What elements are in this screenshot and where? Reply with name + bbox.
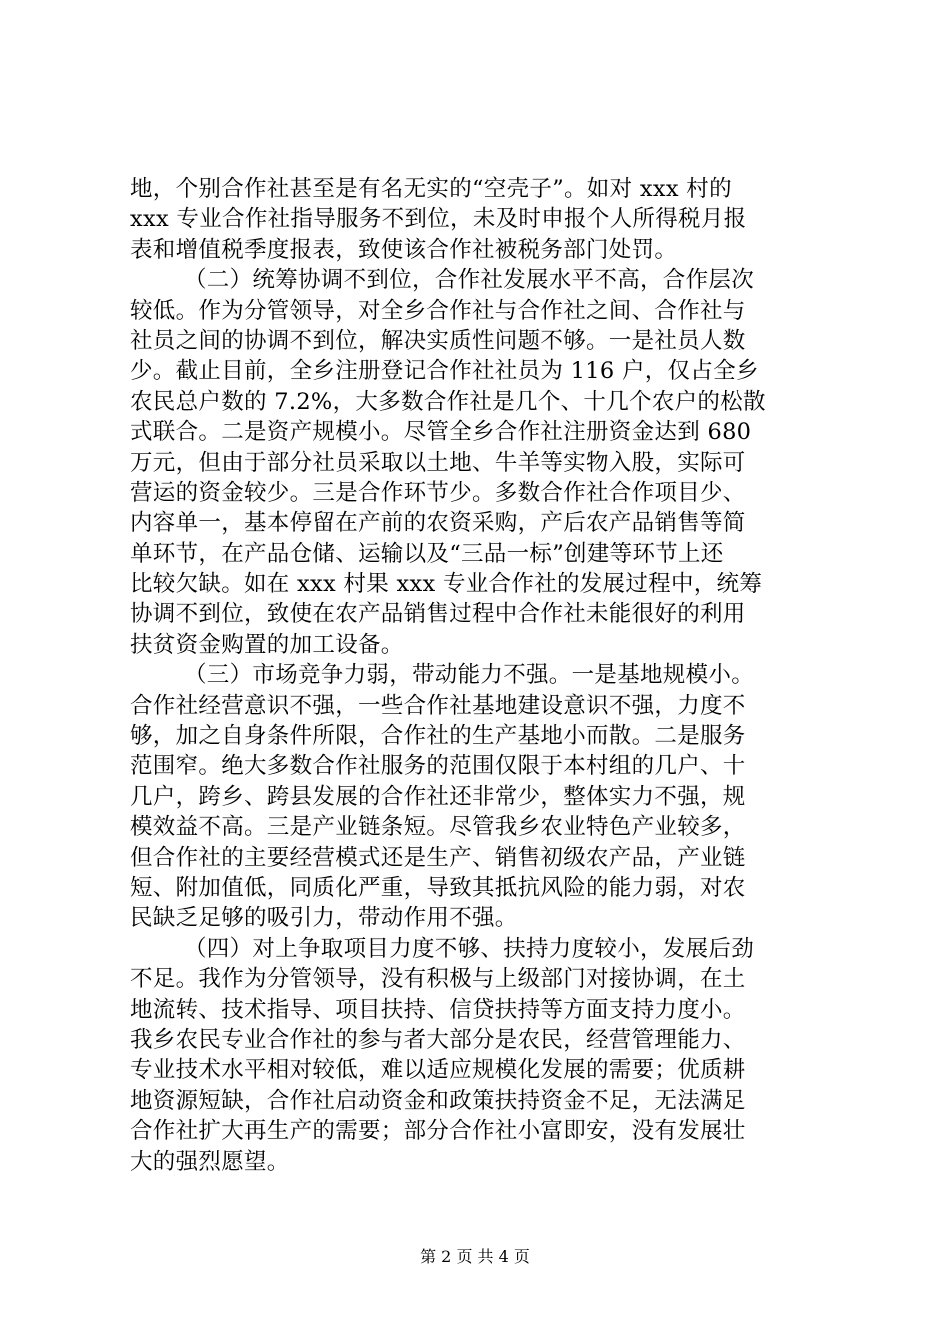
paragraph-line: 民缺乏足够的吸引力，带动作用不强。	[130, 905, 518, 932]
paragraph-line: 合作社经营意识不强，一些合作社基地建设意识不强，力度不	[130, 692, 746, 719]
document-body	[130, 174, 830, 1177]
paragraph-line: 地，个别合作社甚至是有名无实的“空壳子”。如对 xxx 村的	[130, 176, 732, 202]
paragraph-line: 我乡农民专业合作社的参与者大部分是农民，经营管理能力、	[130, 1026, 746, 1053]
paragraph-line: 社员之间的协调不到位，解决实质性问题不够。一是社员人数	[130, 327, 746, 354]
paragraph-line: 专业技术水平相对较低，难以适应规模化发展的需要；优质耕	[130, 1057, 746, 1084]
paragraph-line: 较低。作为分管领导，对全乡合作社与合作社之间、合作社与	[130, 297, 746, 324]
paragraph-line: 不足。我作为分管领导，没有积极与上级部门对接协调，在土	[130, 966, 746, 993]
paragraph-line: 够，加之自身条件所限，合作社的生产基地小而散。二是服务	[130, 723, 746, 750]
paragraph-line: 但合作社的主要经营模式还是生产、销售初级农产品，产业链	[130, 844, 746, 871]
paragraph-line: 营运的资金较少。三是合作环节少。多数合作社合作项目少、	[130, 479, 746, 506]
paragraph-line: 内容单一，基本停留在产前的农资采购，产后农产品销售等简	[130, 510, 746, 537]
paragraph-first-line: （四）对上争取项目力度不够、扶持力度较小，发展后劲	[184, 935, 755, 962]
page-number-footer: 第 2 页 共 4 页	[420, 1247, 530, 1266]
paragraph-line: 合作社扩大再生产的需要；部分合作社小富即安，没有发展壮	[130, 1118, 746, 1145]
paragraph-line: 扶贫资金购置的加工设备。	[130, 631, 404, 658]
paragraph-line: 比较欠缺。如在 xxx 村果 xxx 专业合作社的发展过程中，统筹	[130, 571, 763, 598]
paragraph-line: 协调不到位，致使在农产品销售过程中合作社未能很好的利用	[130, 601, 746, 628]
paragraph-line: 表和增值税季度报表，致使该合作社被税务部门处罚。	[130, 236, 678, 263]
paragraph-first-line: （三）市场竞争力弱，带动能力不强。一是基地规模小。	[184, 662, 755, 689]
paragraph-line: 短、附加值低，同质化严重，导致其抵抗风险的能力弱，对农	[130, 874, 746, 901]
paragraph-first-line: （二）统筹协调不到位，合作社发展水平不高，合作层次	[184, 267, 755, 294]
paragraph-line: 范围窄。绝大多数合作社服务的范围仅限于本村组的几户、十	[130, 753, 746, 780]
paragraph-line: 农民总户数的 7.2%，大多数合作社是几个、十几个农户的松散	[130, 388, 766, 415]
paragraph-line: 式联合。二是资产规模小。尽管全乡合作社注册资金达到 680	[130, 419, 752, 446]
paragraph-line: 几户，跨乡、跨县发展的合作社还非常少，整体实力不强，规	[130, 783, 746, 810]
paragraph-line: 地资源短缺，合作社启动资金和政策扶持资金不足，无法满足	[130, 1087, 746, 1114]
paragraph-line: 大的强烈愿望。	[130, 1148, 290, 1175]
paragraph-line: 地流转、技术指导、项目扶持、信贷扶持等方面支持力度小。	[130, 996, 746, 1023]
paragraph-line: 少。截止目前，全乡注册登记合作社社员为 116 户，仅占全乡	[130, 358, 759, 385]
paragraph-line: xxx 专业合作社指导服务不到位，未及时申报个人所得税月报	[130, 206, 747, 233]
paragraph-line: 单环节，在产品仓储、运输以及“三品一标”创建等环节上还	[130, 540, 724, 567]
paragraph-line: 万元，但由于部分社员采取以土地、牛羊等实物入股，实际可	[130, 449, 746, 476]
paragraph-line: 模效益不高。三是产业链条短。尽管我乡农业特色产业较多，	[130, 814, 746, 841]
